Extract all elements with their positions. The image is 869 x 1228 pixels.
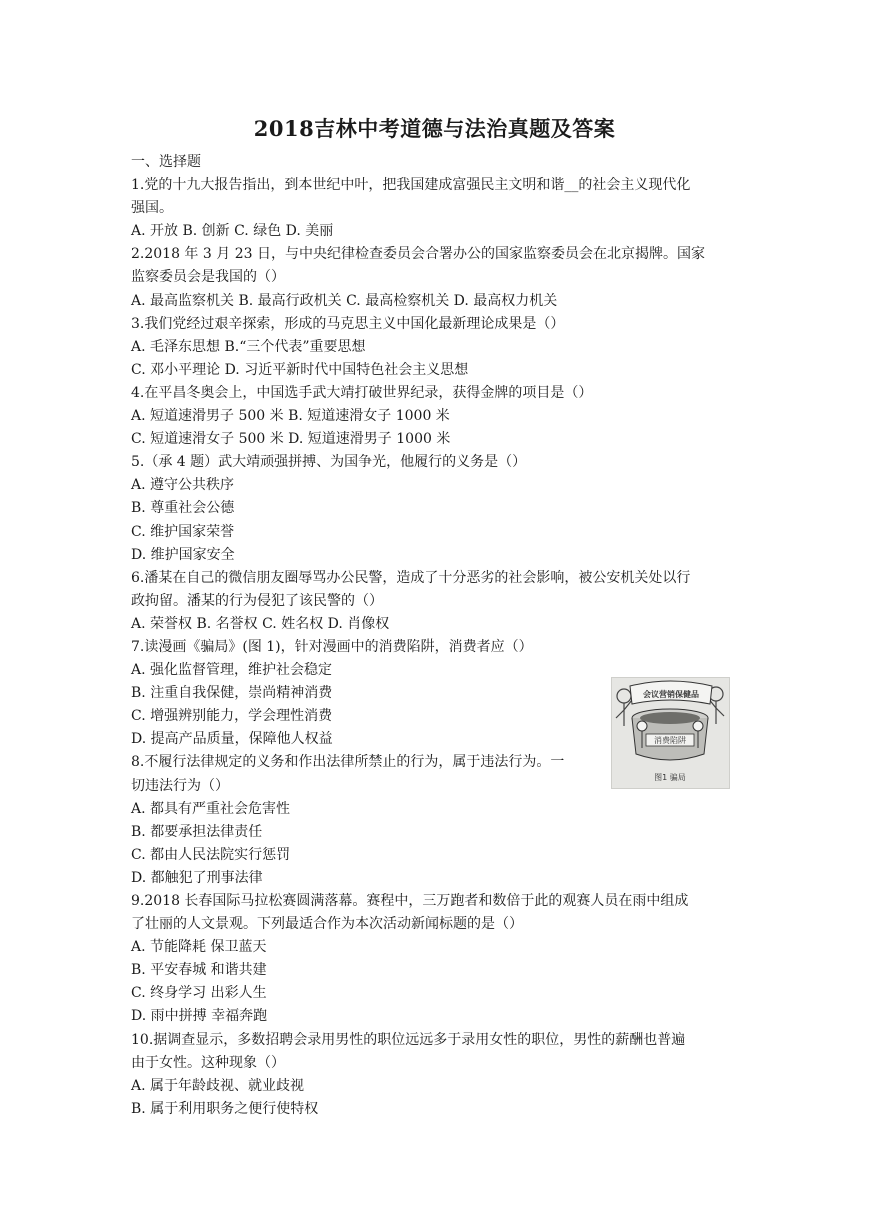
text-line: 1.党的十九大报告指出，到本世纪中叶，把我国建成富强民主文明和谐__的社会主义现代化	[131, 177, 691, 194]
text-line: 监察委员会是我国的（）	[131, 269, 285, 286]
text-line: B. 属于利用职务之便行使特权	[131, 1100, 319, 1117]
text-line: 8.不履行法律规定的义务和作出法律所禁止的行为，属于违法行为。一	[131, 754, 565, 771]
text-line: B. 平安春城 和谐共建	[131, 962, 267, 979]
text-line: 6.潘某在自己的微信朋友圈辱骂办公民警，造成了十分恶劣的社会影响，被公安机关处以行	[131, 569, 691, 586]
text-line: 切违法行为（）	[131, 777, 229, 794]
text-line: 4.在平昌冬奥会上，中国选手武大靖打破世界纪录，获得金牌的项目是（）	[131, 384, 593, 401]
text-line: A. 毛泽东思想 B.“三个代表”重要思想	[131, 338, 366, 355]
cartoon-figure	[611, 677, 730, 789]
figure-sign-text: 消费陷阱	[654, 736, 686, 745]
text-line: 7.读漫画《骗局》(图 1)，针对漫画中的消费陷阱，消费者应（）	[131, 638, 533, 655]
text-line: 一、选择题	[131, 154, 201, 170]
text-line: 9.2018 长春国际马拉松赛圆满落幕。赛程中，三万跑者和数倍于此的观赛人员在雨中组成	[131, 893, 689, 909]
text-line: C. 短道速滑女子 500 米 D. 短道速滑男子 1000 米	[131, 431, 451, 448]
text-line: 10.据调查显示，多数招聘会录用男性的职位远远多于录用女性的职位，男性的薪酬也普遍	[131, 1031, 686, 1048]
text-line: A. 遵守公共秩序	[131, 477, 235, 494]
document-title: 2018吉林中考道德与法治真题及答案	[253, 116, 616, 141]
text-line: B. 注重自我保健，崇尚精神消费	[131, 685, 333, 702]
text-line: C. 增强辨别能力，学会理性消费	[131, 708, 333, 725]
text-line: A. 强化监督管理，维护社会稳定	[131, 662, 333, 679]
text-line: A. 开放 B. 创新 C. 绿色 D. 美丽	[131, 223, 334, 240]
text-line: C. 终身学习 出彩人生	[131, 985, 267, 1002]
text-line: 由于女性。这种现象（）	[131, 1054, 285, 1071]
text-line: A. 最高监察机关 B. 最高行政机关 C. 最高检察机关 D. 最高权力机关	[131, 292, 558, 309]
text-line: A. 节能降耗 保卫蓝天	[131, 939, 267, 956]
text-line: C. 都由人民法院实行惩罚	[131, 846, 291, 863]
text-line: A. 都具有严重社会危害性	[131, 800, 291, 817]
text-line: 2.2018 年 3 月 23 日，与中央纪律检查委员会合署办公的国家监察委员会在北京揭牌。国家	[131, 246, 705, 263]
text-line: C. 邓小平理论 D. 习近平新时代中国特色社会主义思想	[131, 361, 469, 378]
text-line: B. 都要承担法律责任	[131, 823, 263, 840]
question-list	[131, 151, 743, 1121]
text-line: 3.我们党经过艰辛探索，形成的马克思主义中国化最新理论成果是（）	[131, 315, 565, 332]
cartoon-illustration	[612, 678, 729, 788]
text-line: A. 荣誉权 B. 名誉权 C. 姓名权 D. 肖像权	[131, 615, 390, 632]
text-line: D. 都触犯了刑事法律	[131, 869, 263, 886]
figure-banner-text: 会议营销保健品	[643, 690, 699, 699]
text-line: D. 维护国家安全	[131, 546, 235, 563]
text-line: 了壮丽的人文景观。下列最适合作为本次活动新闻标题的是（）	[131, 916, 523, 933]
text-line: B. 尊重社会公德	[131, 500, 235, 517]
text-line: 政拘留。潘某的行为侵犯了该民警的（）	[131, 592, 383, 609]
text-line: 强国。	[131, 200, 173, 217]
figure-caption: 图1 骗局	[654, 773, 686, 782]
text-line: A. 属于年龄歧视、就业歧视	[131, 1077, 305, 1094]
text-line: D. 提高产品质量，保障他人权益	[131, 731, 333, 748]
text-line: 5.（承 4 题）武大靖顽强拼搏、为国争光，他履行的义务是（）	[131, 454, 527, 471]
text-line: D. 雨中拼搏 幸福奔跑	[131, 1008, 268, 1025]
text-line: C. 维护国家荣誉	[131, 523, 235, 540]
text-line: A. 短道速滑男子 500 米 B. 短道速滑女子 1000 米	[131, 408, 450, 425]
